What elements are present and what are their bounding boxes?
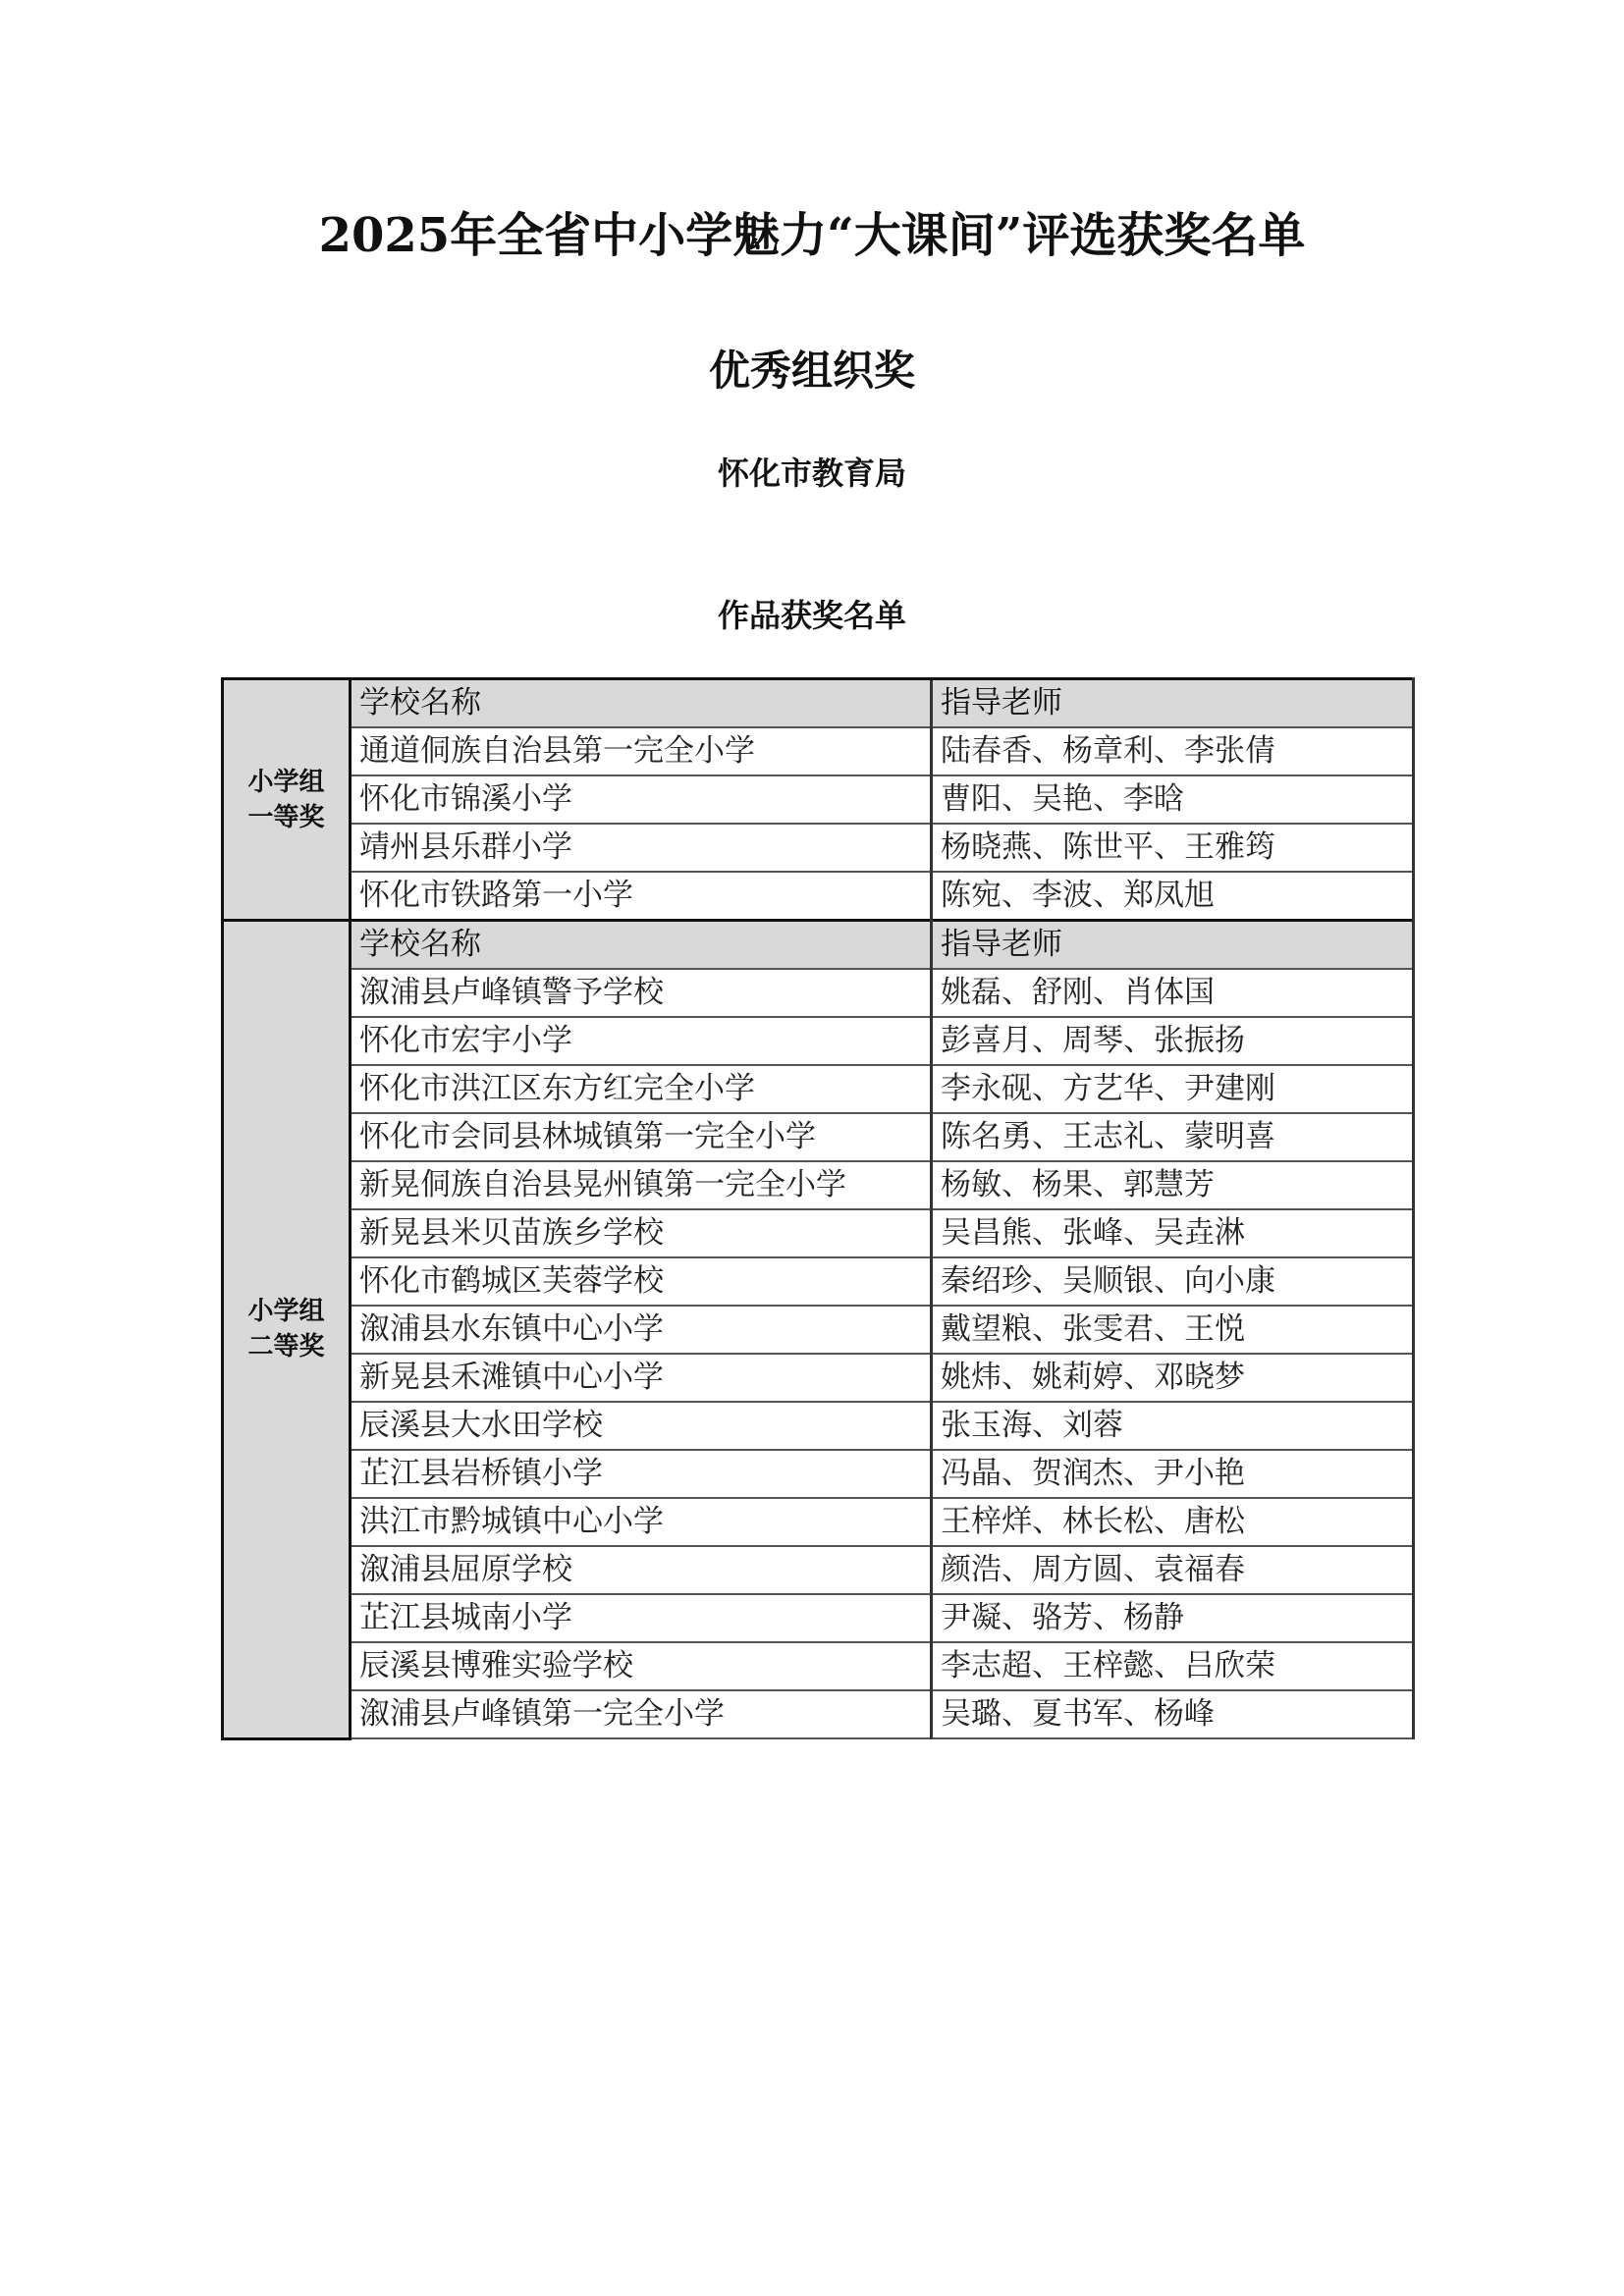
table-row <box>223 824 1414 872</box>
table-row <box>223 1257 1414 1306</box>
award-group-label: 小学组 二等奖 <box>223 921 351 1739</box>
school-name-cell: 洪江市黔城镇中心小学 <box>351 1498 932 1546</box>
section-title: 优秀组织奖 <box>708 347 915 395</box>
teacher-names-cell: 曹阳、吴艳、李晗 <box>932 775 1414 824</box>
table-row <box>223 1450 1414 1498</box>
table-row <box>223 1161 1414 1209</box>
table-row <box>223 969 1414 1017</box>
school-name-cell: 辰溪县博雅实验学校 <box>351 1642 932 1690</box>
table-row <box>223 1546 1414 1594</box>
table-row <box>223 1306 1414 1354</box>
table-row <box>223 1017 1414 1065</box>
school-name-cell: 溆浦县屈原学校 <box>351 1546 932 1594</box>
school-name-cell: 溆浦县卢峰镇警予学校 <box>351 969 932 1017</box>
teacher-names-cell: 王梓烊、林长松、唐松 <box>932 1498 1414 1546</box>
school-name-cell: 芷江县岩桥镇小学 <box>351 1450 932 1498</box>
school-name-cell: 靖州县乐群小学 <box>351 824 932 872</box>
teacher-names-cell: 杨敏、杨果、郭慧芳 <box>932 1161 1414 1209</box>
school-name-cell: 怀化市锦溪小学 <box>351 775 932 824</box>
school-name-cell: 新晃县米贝苗族乡学校 <box>351 1209 932 1257</box>
list-title: 作品获奖名单 <box>717 597 906 634</box>
table-row <box>223 872 1414 921</box>
teacher-names-cell: 吴昌熊、张峰、吴垚淋 <box>932 1209 1414 1257</box>
school-name-cell: 溆浦县卢峰镇第一完全小学 <box>351 1690 932 1738</box>
teacher-names-cell: 姚磊、舒刚、肖体国 <box>932 969 1414 1017</box>
table-row <box>223 1642 1414 1690</box>
teacher-names-cell: 尹凝、骆芳、杨静 <box>932 1594 1414 1642</box>
teacher-names-cell: 李志超、王梓懿、吕欣荣 <box>932 1642 1414 1690</box>
table-row <box>223 1065 1414 1113</box>
teacher-names-cell: 姚炜、姚莉婷、邓晓梦 <box>932 1354 1414 1402</box>
school-name-cell: 怀化市洪江区东方红完全小学 <box>351 1065 932 1113</box>
table-row <box>223 1498 1414 1546</box>
teacher-names-cell: 颜浩、周方圆、袁福春 <box>932 1546 1414 1594</box>
school-name-cell: 溆浦县水东镇中心小学 <box>351 1306 932 1354</box>
teacher-names-cell: 戴望粮、张雯君、王悦 <box>932 1306 1414 1354</box>
school-name-cell: 通道侗族自治县第一完全小学 <box>351 727 932 775</box>
table-row <box>223 1354 1414 1402</box>
teacher-names-cell: 冯晶、贺润杰、尹小艳 <box>932 1450 1414 1498</box>
column-header-teacher: 指导老师 <box>932 679 1414 728</box>
school-name-cell: 怀化市宏宇小学 <box>351 1017 932 1065</box>
award-table-body <box>223 679 1414 1739</box>
group-header-row <box>223 679 1414 728</box>
table-row <box>223 1113 1414 1161</box>
group-header-row <box>223 921 1414 970</box>
table-row <box>223 1690 1414 1738</box>
teacher-names-cell: 陈名勇、王志礼、蒙明喜 <box>932 1113 1414 1161</box>
table-row <box>223 1209 1414 1257</box>
teacher-names-cell: 吴璐、夏书军、杨峰 <box>932 1690 1414 1738</box>
table-row <box>223 1402 1414 1450</box>
column-header-school: 学校名称 <box>351 679 932 728</box>
table-row <box>223 775 1414 824</box>
column-header-school: 学校名称 <box>351 921 932 970</box>
column-header-teacher: 指导老师 <box>932 921 1414 970</box>
award-organization: 怀化市教育局 <box>717 454 906 492</box>
teacher-names-cell: 李永砚、方艺华、尹建刚 <box>932 1065 1414 1113</box>
table-row <box>223 1594 1414 1642</box>
award-table <box>221 677 1415 1740</box>
document-title: 2025年全省中小学魅力“大课间”评选获奖名单 <box>318 208 1306 263</box>
school-name-cell: 怀化市铁路第一小学 <box>351 872 932 921</box>
school-name-cell: 新晃县禾滩镇中心小学 <box>351 1354 932 1402</box>
teacher-names-cell: 张玉海、刘蓉 <box>932 1402 1414 1450</box>
award-group-label: 小学组 一等奖 <box>223 679 351 921</box>
school-name-cell: 芷江县城南小学 <box>351 1594 932 1642</box>
teacher-names-cell: 陆春香、杨章利、李张倩 <box>932 727 1414 775</box>
school-name-cell: 新晃侗族自治县晃州镇第一完全小学 <box>351 1161 932 1209</box>
teacher-names-cell: 彭喜月、周琴、张振扬 <box>932 1017 1414 1065</box>
school-name-cell: 怀化市会同县林城镇第一完全小学 <box>351 1113 932 1161</box>
school-name-cell: 怀化市鹤城区芙蓉学校 <box>351 1257 932 1306</box>
teacher-names-cell: 杨晓燕、陈世平、王雅筠 <box>932 824 1414 872</box>
school-name-cell: 辰溪县大水田学校 <box>351 1402 932 1450</box>
teacher-names-cell: 陈宛、李波、郑凤旭 <box>932 872 1414 921</box>
teacher-names-cell: 秦绍珍、吴顺银、向小康 <box>932 1257 1414 1306</box>
table-row <box>223 727 1414 775</box>
